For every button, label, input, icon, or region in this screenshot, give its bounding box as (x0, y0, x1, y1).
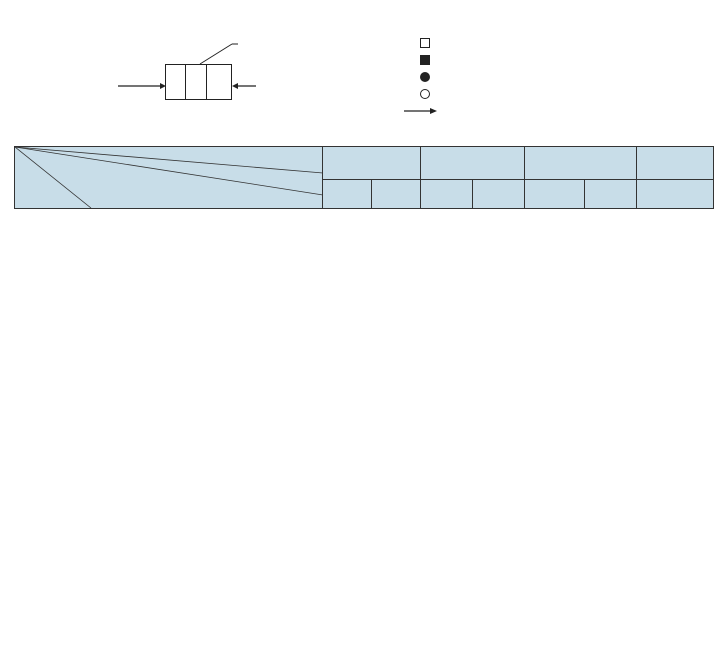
legend-shunt (420, 69, 710, 86)
corner-diagonals (15, 147, 323, 208)
filled-circle-icon (420, 72, 430, 82)
legend-auxiliary (420, 52, 710, 69)
pole-header (585, 180, 637, 209)
accessory-code-table (14, 146, 714, 209)
pole-header (637, 180, 714, 209)
model-header-4 (637, 147, 714, 180)
breaker-outline-figure (165, 64, 232, 100)
model-header-3 (525, 147, 637, 180)
pole-header (323, 180, 372, 209)
pole-header (372, 180, 421, 209)
filled-square-icon (420, 55, 430, 65)
legend-lead-direction (404, 103, 714, 120)
open-circle-icon (420, 89, 430, 99)
legend-undervoltage (420, 86, 710, 103)
pole-header (421, 180, 473, 209)
open-square-icon (420, 38, 430, 48)
legend-alarm (420, 35, 710, 52)
pole-header (473, 180, 525, 209)
intro-section (0, 0, 720, 140)
model-header-2 (421, 147, 525, 180)
model-header-1 (323, 147, 421, 180)
arrow-icon (404, 105, 438, 117)
table-corner-header (15, 147, 323, 209)
pole-header (525, 180, 585, 209)
